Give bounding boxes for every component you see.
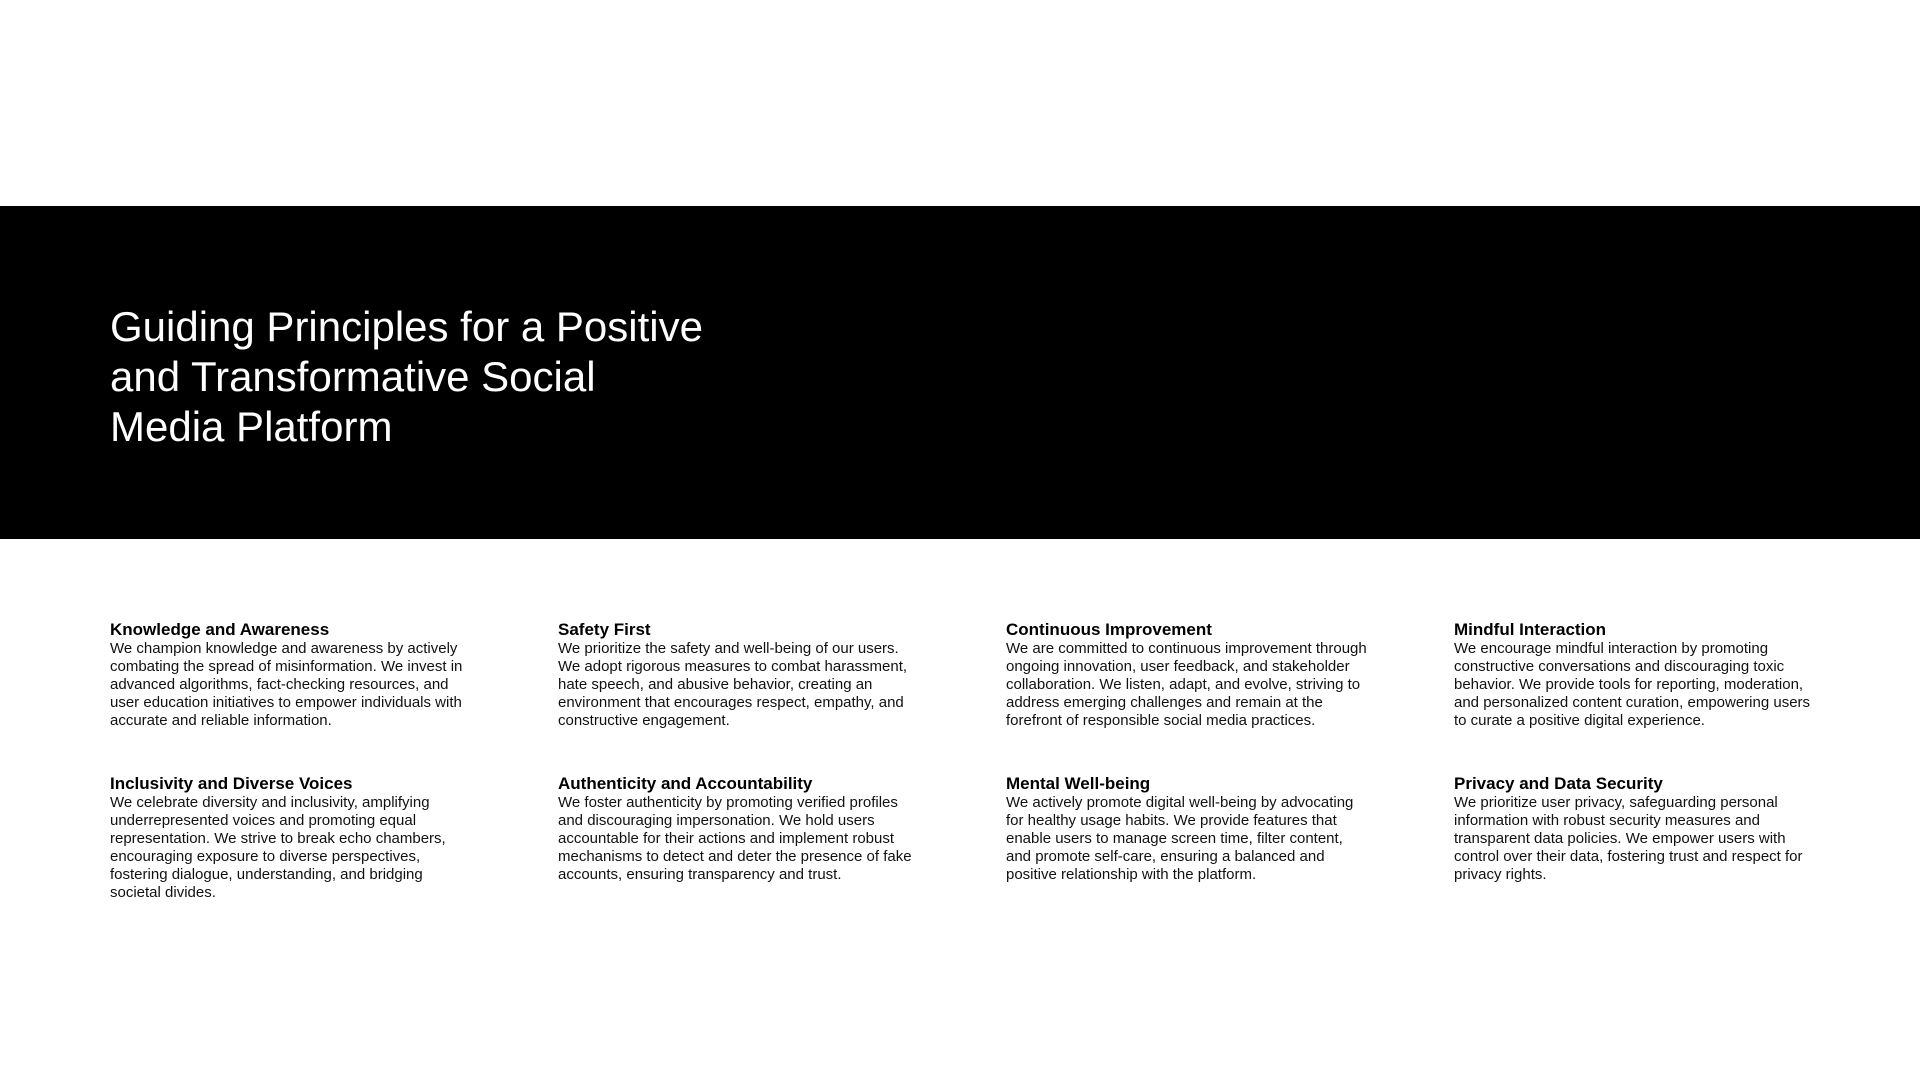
principle-title: Inclusivity and Diverse Voices [110, 774, 353, 793]
principle-description: We encourage mindful interaction by promoting constructive conversations and discouraging toxic behavior. We provide tools for reporting, moderation, and personalized content curation, empowering users to curate a positive digital experience. [1454, 640, 1811, 729]
principle-title: Safety First [558, 620, 651, 639]
principle-title: Mindful Interaction [1454, 620, 1607, 639]
principle-card-continuous-improvement [1006, 620, 1368, 730]
principle-title: Mental Well-being [1006, 774, 1151, 793]
principle-card-safety-first [558, 620, 920, 730]
principle-card-inclusivity-diverse-voices [110, 774, 472, 902]
principle-title: Privacy and Data Security [1454, 774, 1663, 793]
principle-description: We actively promote digital well-being by advocating for healthy usage habits. We provide features that enable users to manage screen time, filter content, and promote self-care, ensuring a balanced and positive relationship with the platform. [1006, 794, 1354, 883]
principle-description: We foster authenticity by promoting verified profiles and discouraging impersonation. We hold users accountable for their actions and implement robust mechanisms to detect and deter the presence of fake accounts, ensuring transparency and trust. [558, 794, 912, 883]
principle-description: We prioritize the safety and well-being of our users. We adopt rigorous measures to combat harassment, hate speech, and abusive behavior, creating an environment that encourages respect, empathy, and constructive engagement. [558, 640, 908, 729]
principle-card-knowledge-awareness [110, 620, 472, 730]
principle-description: We prioritize user privacy, safeguarding personal information with robust security measures and transparent data policies. We empower users with control over their data, fostering trust and respect for privacy rights. [1454, 794, 1803, 883]
principles-grid [110, 620, 1850, 902]
page-title: Guiding Principles for a Positive and Transformative Social Media Platform [110, 303, 703, 450]
principle-description: We celebrate diversity and inclusivity, amplifying underrepresented voices and promoting equal representation. We strive to break echo chambers, encouraging exposure to diverse perspectives, fostering dialogue, understanding, and bridging societal divides. [110, 794, 446, 901]
principle-card-authenticity-accountability [558, 774, 920, 902]
principle-card-mental-well-being [1006, 774, 1368, 902]
hero-banner [0, 206, 1920, 539]
principle-title: Knowledge and Awareness [110, 620, 330, 639]
principle-title: Continuous Improvement [1006, 620, 1212, 639]
principle-title: Authenticity and Accountability [558, 774, 813, 793]
principle-description: We are committed to continuous improvement through ongoing innovation, user feedback, and stakeholder collaboration. We listen, adapt, and evolve, striving to address emerging challenges and remain at the forefront of responsible social media practices. [1006, 640, 1367, 729]
principle-card-privacy-data-security [1454, 774, 1816, 902]
principle-description: We champion knowledge and awareness by actively combating the spread of misinformation. We invest in advanced algorithms, fact-checking resources, and user education initiatives to empower individuals with accurate and reliable information. [110, 640, 463, 729]
principle-card-mindful-interaction [1454, 620, 1816, 730]
